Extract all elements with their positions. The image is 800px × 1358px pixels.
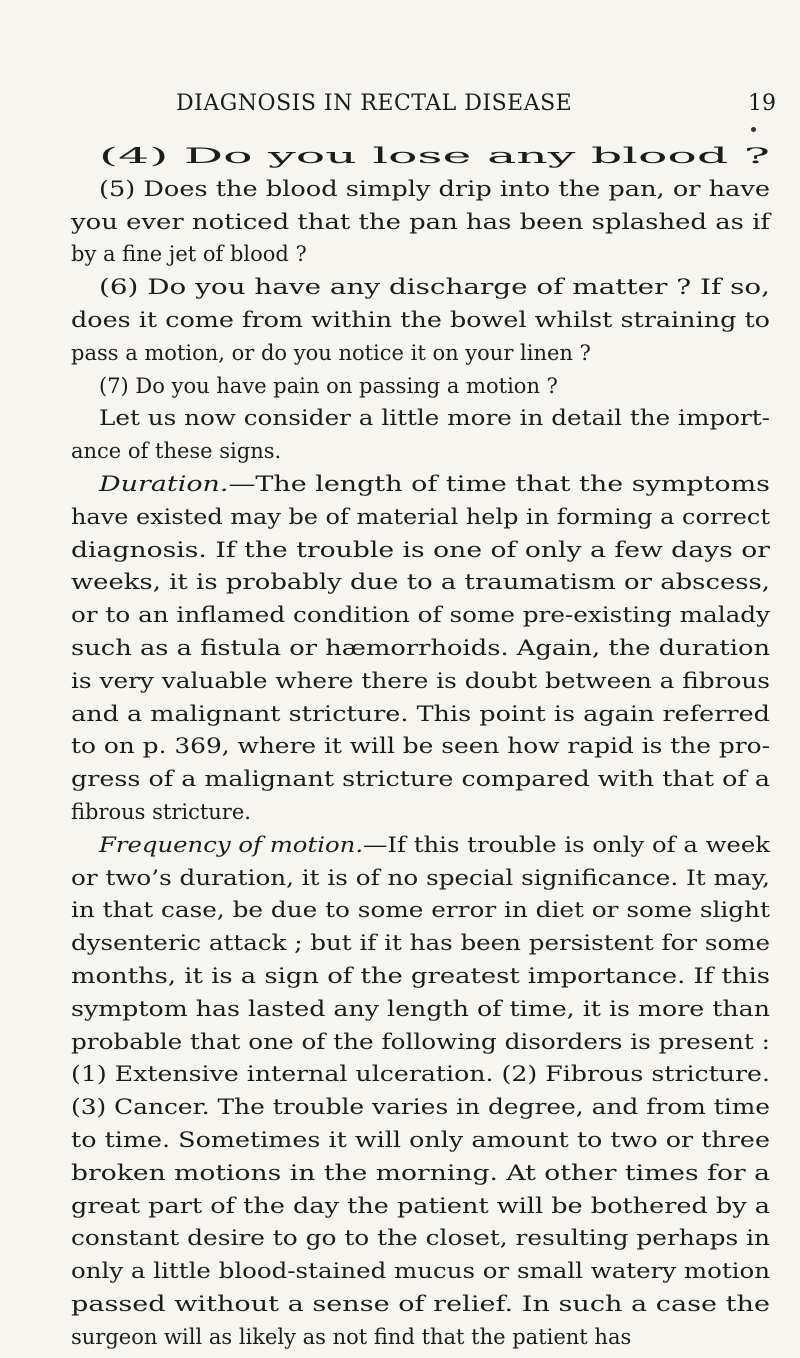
text-line bbox=[99, 370, 558, 403]
text-line bbox=[71, 1091, 770, 1124]
text-line bbox=[99, 402, 770, 435]
line-text: or to an inflamed condition of some pre-existing malady bbox=[71, 603, 771, 628]
text-line bbox=[71, 1222, 771, 1255]
text-line bbox=[71, 1190, 770, 1223]
text-line bbox=[99, 271, 771, 304]
line-text: and a malignant stricture. This point is again referred bbox=[71, 701, 770, 726]
text-line bbox=[71, 862, 770, 895]
line-text: broken motions in the morning. At other times for a bbox=[71, 1160, 770, 1185]
line-text: is very valuable where there is doubt between a fibrous bbox=[71, 668, 770, 693]
line-text: you ever noticed that the pan has been splashed as if bbox=[71, 209, 770, 234]
line-text-rest: —The length of time that the symptoms bbox=[228, 472, 770, 496]
line-text: (7) Do you have pain on passing a motion ? bbox=[99, 373, 558, 398]
line-text: dysenteric attack ; but if it has been persistent for some bbox=[71, 931, 771, 956]
text-line bbox=[71, 238, 307, 271]
line-text: gress of a malignant stricture compared with that of a bbox=[71, 767, 770, 792]
text-line bbox=[71, 894, 770, 927]
ink-dot-mark bbox=[751, 127, 756, 132]
text-line bbox=[71, 1321, 631, 1354]
line-text bbox=[99, 468, 770, 501]
text-line bbox=[71, 534, 770, 567]
line-text: (1) Extensive internal ulceration. (2) Fibrous stricture. bbox=[71, 1062, 770, 1087]
text-line bbox=[71, 206, 770, 239]
text-line bbox=[71, 796, 251, 829]
line-text: in that case, be due to some error in diet or some slight bbox=[71, 898, 770, 923]
text-line bbox=[71, 665, 770, 698]
line-text: constant desire to go to the closet, resulting perhaps in bbox=[71, 1226, 771, 1251]
line-text: (4) Do you lose any blood ? bbox=[99, 144, 771, 168]
page-number: 19 bbox=[748, 91, 776, 116]
page-header bbox=[0, 91, 800, 125]
line-text: surgeon will as likely as not find that the patient has bbox=[71, 1324, 632, 1349]
text-line bbox=[71, 960, 770, 993]
line-text: pass a motion, or do you notice it on your linen ? bbox=[71, 340, 591, 365]
text-line bbox=[99, 829, 770, 862]
text-line bbox=[71, 566, 771, 599]
line-text: to time. Sometimes it will only amount to two or three bbox=[71, 1128, 770, 1152]
text-line bbox=[71, 1255, 770, 1288]
text-line bbox=[71, 1157, 770, 1190]
line-text: fibrous stricture. bbox=[71, 800, 251, 824]
text-line bbox=[71, 501, 770, 534]
section-heading: Duration. bbox=[99, 472, 229, 496]
line-text-rest: —If this trouble is only of a week bbox=[363, 832, 770, 857]
line-text: by a fine jet of blood ? bbox=[71, 242, 307, 267]
text-line bbox=[99, 468, 770, 501]
running-title: DIAGNOSIS IN RECTAL DISEASE bbox=[176, 91, 573, 116]
text-line bbox=[71, 927, 771, 960]
text-line bbox=[71, 698, 770, 731]
line-text: months, it is a sign of the greatest importance. If this bbox=[71, 964, 770, 988]
text-line bbox=[71, 993, 770, 1026]
line-text: have existed may be of material help in forming a correct bbox=[71, 504, 770, 529]
line-text: weeks, it is probably due to a traumatism or abscess, bbox=[71, 570, 771, 595]
line-text: (6) Do you have any discharge of matter ? If so, bbox=[99, 275, 771, 300]
text-line bbox=[71, 632, 771, 665]
line-text: ance of these signs. bbox=[71, 439, 282, 464]
text-line bbox=[71, 599, 771, 632]
text-line bbox=[71, 337, 591, 370]
line-text: diagnosis. If the trouble is one of only a few days or bbox=[71, 537, 770, 562]
text-line bbox=[99, 173, 770, 206]
line-text: passed without a sense of relief. In such a case the bbox=[71, 1292, 770, 1316]
line-text: Let us now consider a little more in detail the import- bbox=[99, 406, 770, 431]
text-line bbox=[71, 763, 770, 796]
line-text: such as a fistula or hæmorrhoids. Again, the duration bbox=[71, 636, 771, 660]
text-line bbox=[71, 1124, 770, 1157]
line-text bbox=[99, 829, 770, 862]
text-line bbox=[71, 1026, 770, 1059]
section-heading: Frequency of motion. bbox=[99, 832, 364, 857]
line-text: symptom has lasted any length of time, it is more than bbox=[71, 996, 770, 1021]
line-text: to on p. 369, where it will be seen how rapid is the pro- bbox=[71, 734, 770, 759]
text-line bbox=[71, 304, 770, 337]
text-line bbox=[71, 730, 770, 763]
text-line bbox=[99, 140, 771, 173]
text-line bbox=[71, 1058, 770, 1091]
line-text: (5) Does the blood simply drip into the pan, or have bbox=[99, 176, 770, 201]
line-text: or two’s duration, it is of no special significance. It may, bbox=[71, 865, 770, 890]
text-line bbox=[71, 435, 281, 468]
text-line bbox=[71, 1288, 770, 1321]
line-text: does it come from within the bowel whilst straining to bbox=[71, 308, 770, 332]
line-text: only a little blood-stained mucus or small watery motion bbox=[71, 1259, 770, 1284]
line-text: probable that one of the following disorders is present : bbox=[71, 1029, 770, 1054]
line-text: (3) Cancer. The trouble varies in degree, and from time bbox=[71, 1095, 770, 1120]
line-text: great part of the day the patient will be bothered by a bbox=[71, 1193, 770, 1218]
